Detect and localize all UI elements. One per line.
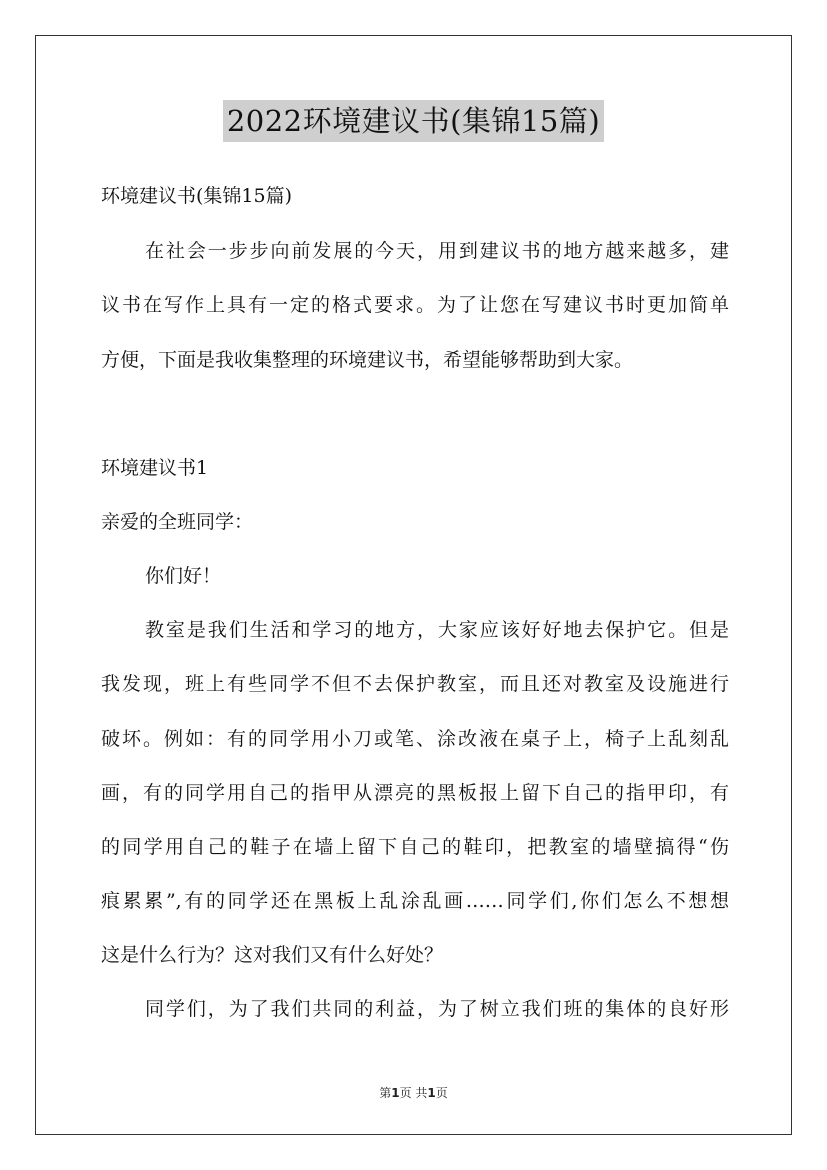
body-line-7: 这是什么行为？这对我们又有什么好处？	[101, 944, 444, 966]
salutation: 亲爱的全班同学：	[101, 511, 254, 533]
page-footer	[0, 1084, 827, 1101]
body-line-4: 画，有的同学用自己的指甲从漂亮的黑板报上留下自己的指甲印，有	[101, 782, 729, 804]
intro-line-3: 方便，下面是我收集整理的环境建议书，希望能够帮助到大家。	[101, 349, 634, 371]
body-line-8: 同学们，为了我们共同的利益，为了树立我们班的集体的良好形	[145, 998, 729, 1020]
footer-page-suffix: 页	[435, 1086, 448, 1100]
footer-page-total: 1	[427, 1086, 436, 1100]
document-title: 2022环境建议书(集锦15篇)	[223, 100, 604, 142]
body-line-1: 教室是我们生活和学习的地方，大家应该好好地去保护它。但是	[145, 619, 729, 641]
body-line-2: 我发现，班上有些同学不但不去保护教室，而且还对教室及设施进行	[101, 673, 729, 695]
footer-page-prefix: 第	[379, 1086, 392, 1100]
intro-line-1: 在社会一步步向前发展的今天，用到建议书的地方越来越多，建	[145, 240, 729, 262]
body-line-5: 的同学用自己的鞋子在墙上留下自己的鞋印，把教室的墙壁搞得“伤	[101, 836, 729, 858]
body-line-6: 痕累累”,有的同学还在黑板上乱涂乱画……同学们,你们怎么不想想	[101, 890, 729, 912]
document-subtitle: 环境建议书(集锦15篇)	[101, 185, 293, 207]
title-wrap	[0, 100, 827, 142]
body-line-3: 破坏。例如：有的同学用小刀或笔、涂改液在桌子上，椅子上乱刻乱	[101, 728, 729, 750]
intro-line-2: 议书在写作上具有一定的格式要求。为了让您在写建议书时更加简单	[101, 294, 729, 316]
footer-page-num: 1	[391, 1086, 400, 1100]
footer-page-mid: 页 共	[399, 1086, 428, 1100]
greeting: 你们好！	[145, 565, 222, 587]
section-heading: 环境建议书1	[101, 457, 209, 479]
